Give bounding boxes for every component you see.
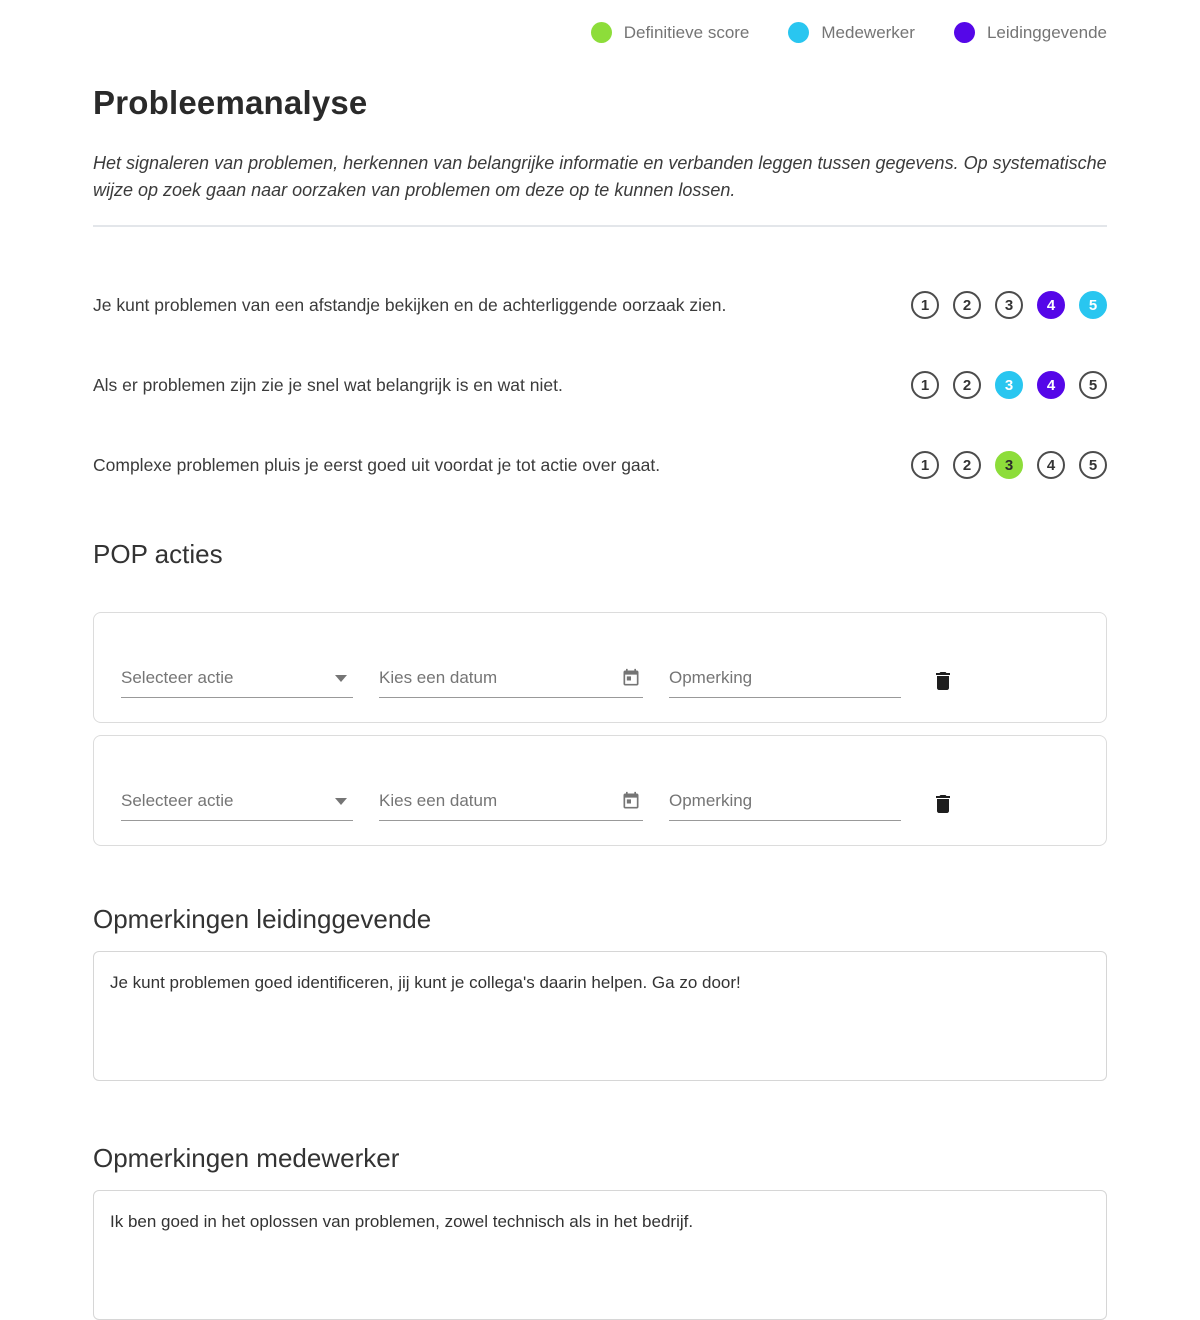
legend-item-definitieve-score — [591, 22, 750, 43]
comment-input[interactable] — [669, 791, 901, 821]
score-circle-2[interactable]: 2 — [953, 291, 981, 319]
score-circle-3[interactable]: 3 — [995, 371, 1023, 399]
action-select-placeholder: Selecteer actie — [121, 668, 234, 687]
score-circle-1[interactable]: 1 — [911, 371, 939, 399]
rating-scale — [911, 371, 1107, 399]
rating-statement: Je kunt problemen van een afstandje bekijken en de achterliggende oorzaak zien. — [93, 294, 727, 315]
delete-action-button[interactable] — [931, 792, 955, 816]
score-circle-5[interactable]: 5 — [1079, 371, 1107, 399]
employee-comments-heading: Opmerkingen medewerker — [93, 1143, 400, 1173]
rating-row — [93, 291, 1107, 319]
rating-statement: Als er problemen zijn zie je snel wat belangrijk is en wat niet. — [93, 374, 563, 395]
competency-description: Het signaleren van problemen, herkennen van belangrijke informatie en verbanden leggen tussen gegevens. Op systematische wijze op zoek gaan naar oorzaken van problemen om deze op te kunnen lossen. — [93, 153, 1107, 200]
page-title: Probleemanalyse — [93, 84, 368, 121]
score-circle-2[interactable]: 2 — [953, 371, 981, 399]
delete-action-button[interactable] — [931, 669, 955, 693]
medewerker-dot-icon — [788, 22, 809, 43]
rating-row — [93, 451, 1107, 479]
rating-statement: Complexe problemen pluis je eerst goed uit voordat je tot actie over gaat. — [93, 454, 661, 475]
score-circle-4[interactable]: 4 — [1037, 291, 1065, 319]
rating-scale — [911, 291, 1107, 319]
date-placeholder: Kies een datum — [379, 791, 498, 810]
chevron-down-icon — [335, 798, 347, 805]
legend-item-leidinggevende — [954, 22, 1107, 43]
leidinggevende-dot-icon — [954, 22, 975, 43]
comment-input[interactable] — [669, 668, 901, 698]
date-picker-field[interactable] — [379, 668, 643, 698]
manager-comments-textarea[interactable]: Je kunt problemen goed identificeren, jij kunt je collega's daarin helpen. Ga zo door! — [93, 951, 1107, 1081]
pop-action-row — [93, 735, 1107, 846]
rating-row — [93, 371, 1107, 399]
comment-placeholder: Opmerking — [669, 791, 753, 810]
action-select-placeholder: Selecteer actie — [121, 791, 234, 810]
date-picker-field[interactable] — [379, 791, 643, 821]
score-circle-1[interactable]: 1 — [911, 451, 939, 479]
trash-icon — [931, 669, 955, 693]
manager-comments-heading: Opmerkingen leidinggevende — [93, 904, 432, 934]
rating-scale — [911, 451, 1107, 479]
action-select[interactable] — [121, 668, 353, 698]
legend-label: Medewerker — [821, 22, 915, 42]
legend-label: Definitieve score — [623, 22, 750, 42]
calendar-icon — [621, 791, 641, 811]
definitieve-score-dot-icon — [591, 22, 612, 43]
legend-label: Leidinggevende — [986, 22, 1107, 42]
score-circle-4[interactable]: 4 — [1037, 451, 1065, 479]
score-circle-4[interactable]: 4 — [1037, 371, 1065, 399]
score-circle-5[interactable]: 5 — [1079, 291, 1107, 319]
calendar-icon — [621, 668, 641, 688]
score-legend — [93, 0, 1107, 43]
pop-acties-heading: POP acties — [93, 539, 223, 569]
pop-action-row — [93, 612, 1107, 723]
score-circle-2[interactable]: 2 — [953, 451, 981, 479]
legend-item-medewerker — [788, 22, 915, 43]
comment-placeholder: Opmerking — [669, 668, 753, 687]
action-select[interactable] — [121, 791, 353, 821]
date-placeholder: Kies een datum — [379, 668, 498, 687]
score-circle-3[interactable]: 3 — [995, 451, 1023, 479]
divider — [93, 225, 1107, 227]
score-circle-1[interactable]: 1 — [911, 291, 939, 319]
trash-icon — [931, 792, 955, 816]
employee-comments-textarea[interactable]: Ik ben goed in het oplossen van problemen, zowel technisch als in het bedrijf. — [93, 1190, 1107, 1320]
score-circle-3[interactable]: 3 — [995, 291, 1023, 319]
chevron-down-icon — [335, 675, 347, 682]
score-circle-5[interactable]: 5 — [1079, 451, 1107, 479]
